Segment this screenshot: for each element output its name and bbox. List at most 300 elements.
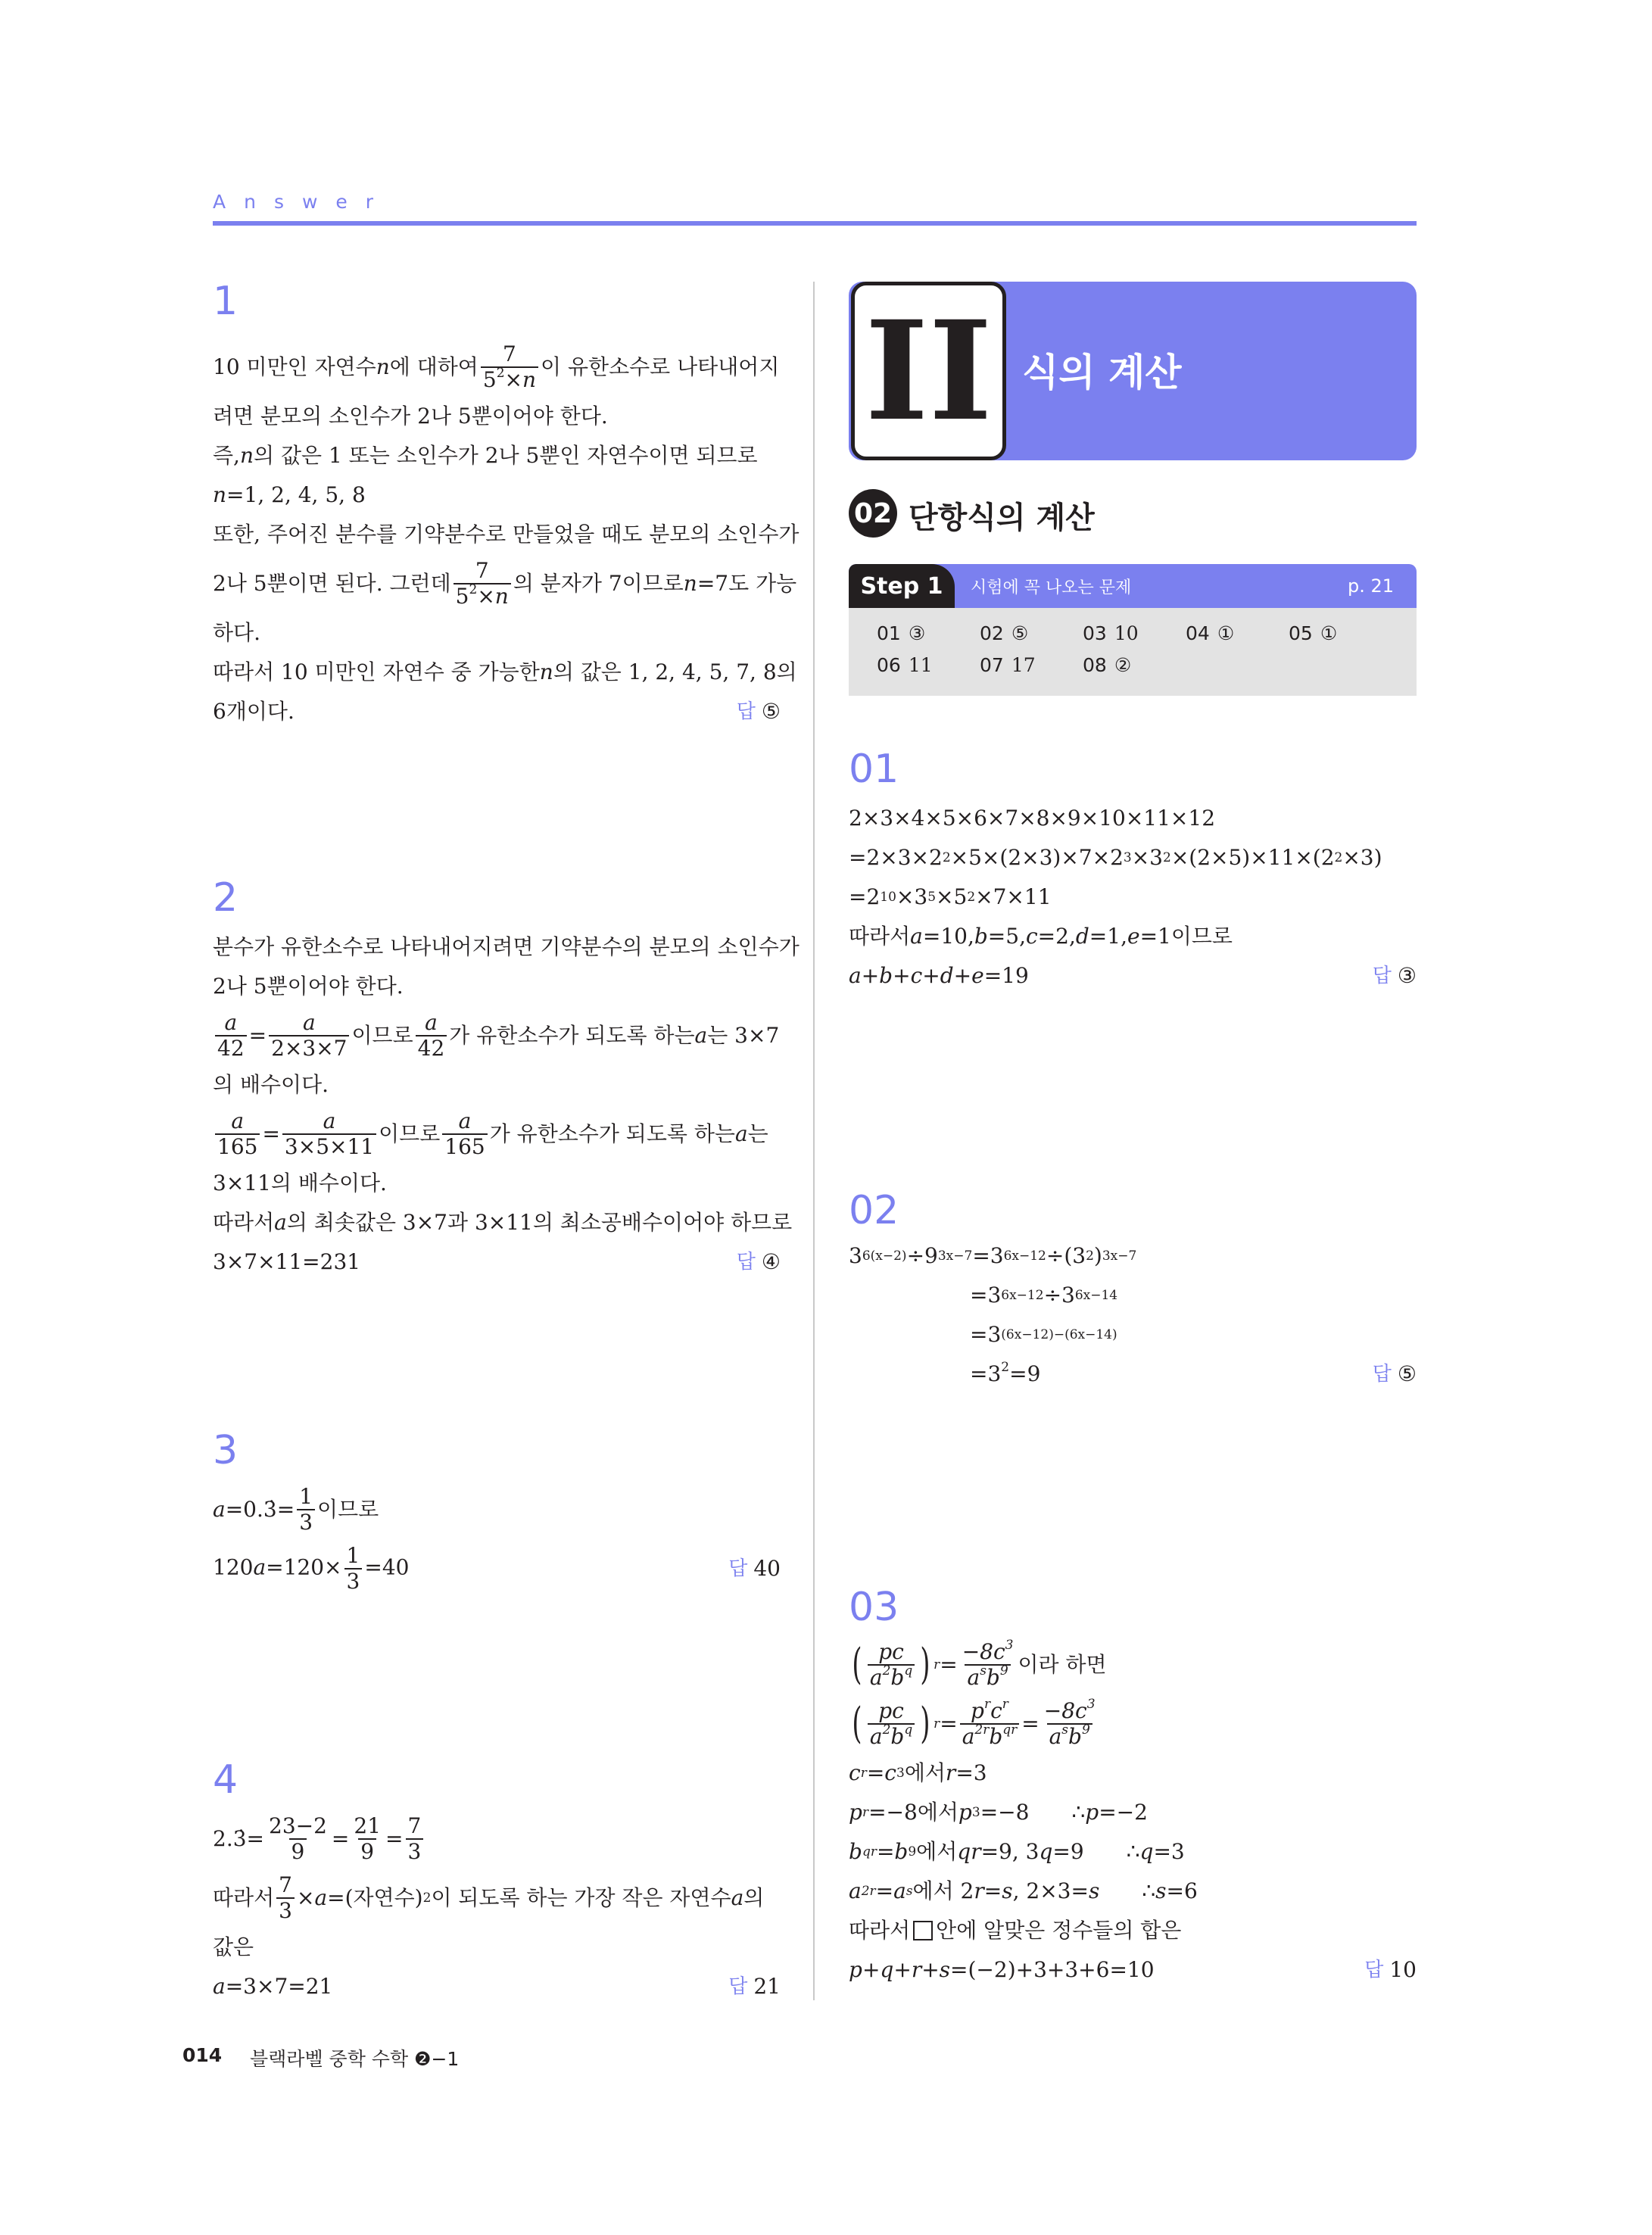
- t: 2: [469, 582, 478, 597]
- t: ×: [296, 1885, 315, 1910]
- t: 에서 2: [912, 1878, 974, 1903]
- t: =19: [983, 963, 1029, 988]
- numerator: 7: [475, 558, 489, 583]
- t: p: [958, 1800, 972, 1825]
- t: =a: [875, 1878, 906, 1903]
- question-number-03: 03: [849, 1585, 899, 1630]
- t: ÷(3: [1046, 1243, 1086, 1268]
- quick-answer: [1083, 654, 1131, 676]
- t: q: [1039, 1839, 1053, 1864]
- t: c: [849, 1760, 861, 1785]
- page-number: 014: [182, 2044, 223, 2066]
- t: ×(2×5)×11×(2: [1170, 845, 1335, 870]
- t: 5: [455, 584, 469, 609]
- t: 2: [496, 366, 505, 381]
- t: ×: [477, 584, 495, 609]
- solution-4: 2. 3̇ = $\frac{23-2}{9}$ = $\frac{21}{9}$ = $\frac{7}{3}$ 따라서 $\frac{7}{3}$ × a =(자연수) 2 이 되도록 하는 가장 작은 자연수 a 의 값은 a=3×7=21 답 21: [213, 1810, 781, 2006]
- t: p: [849, 1957, 862, 1982]
- t: 의 값은 1 또는 소인수가 2나 5뿐인 자연수이면 되므로: [254, 443, 758, 468]
- t: =2: [849, 884, 881, 909]
- text: 하다.: [213, 620, 260, 645]
- denominator: 2×3×7: [269, 1035, 349, 1061]
- answer-3: [728, 1549, 781, 1588]
- fraction: [351, 1814, 383, 1864]
- t: 이므로: [317, 1497, 379, 1522]
- t: =3: [1153, 1839, 1185, 1864]
- t: 9: [999, 1663, 1008, 1679]
- numerator: a: [302, 1010, 316, 1035]
- t: a: [962, 1724, 975, 1749]
- qnum: 04: [1186, 622, 1210, 644]
- fraction: [416, 1011, 447, 1061]
- qnum: 08: [1083, 654, 1107, 676]
- t: =120×: [266, 1554, 342, 1580]
- numerator: 7: [279, 1872, 292, 1897]
- qval: 17: [1011, 654, 1036, 676]
- t: =5,: [987, 924, 1026, 949]
- t: −8c: [1043, 1698, 1087, 1723]
- t: e: [1127, 924, 1140, 949]
- t: 2: [1001, 1360, 1010, 1375]
- t: 에서: [904, 1760, 946, 1785]
- numerator: a: [323, 1108, 336, 1133]
- quick-answers-box: [849, 608, 1417, 696]
- numerator: pc: [878, 1639, 904, 1664]
- chapter-numeral: II: [851, 282, 1006, 460]
- t: p: [849, 1800, 862, 1825]
- denominator: 3: [344, 1568, 363, 1594]
- numerator: a: [231, 1108, 245, 1133]
- t: r: [983, 1697, 991, 1712]
- qval: ⑤: [1011, 622, 1029, 644]
- section-title: 단항식의 계산: [909, 500, 1095, 535]
- problem-number-3: 3: [213, 1428, 238, 1473]
- text: 려면 분모의 소인수가 2나 5뿐이어야 한다.: [213, 404, 608, 429]
- denominator: [965, 1664, 1010, 1690]
- t: =: [246, 1826, 265, 1851]
- t: =−2: [1099, 1800, 1148, 1825]
- t: ×7×11: [975, 884, 1052, 909]
- step-tab: Step 1: [849, 564, 955, 608]
- qnum: 01: [877, 622, 901, 644]
- t: +: [862, 1957, 881, 1982]
- book-title: 블랙라벨 중학 수학 ❷−1: [250, 2048, 460, 2070]
- t: 가 유한소수가 되도록 하는: [449, 1023, 695, 1048]
- t: r: [974, 1878, 984, 1903]
- denominator: 42: [215, 1035, 247, 1061]
- solution-3: [213, 1480, 781, 1598]
- solution-1: [213, 338, 800, 731]
- text: 3×11의 배수이다.: [213, 1170, 387, 1195]
- t: 의 최솟값은 3×7과 3×11의 최소공배수이어야 하므로: [286, 1210, 793, 1235]
- t: =1이므로: [1139, 924, 1233, 949]
- t: a: [967, 1665, 980, 1690]
- numerator: a: [425, 1010, 438, 1035]
- t: qr: [957, 1839, 981, 1864]
- t: b: [1068, 1724, 1082, 1749]
- t: n: [539, 659, 553, 684]
- fraction: [960, 1699, 1020, 1749]
- t: 따라서: [213, 1885, 275, 1910]
- t: r: [911, 1957, 922, 1982]
- numerator: 7: [407, 1813, 422, 1838]
- t: =6: [1166, 1878, 1198, 1903]
- answer-label: 답: [736, 1251, 756, 1273]
- t: r: [945, 1760, 956, 1785]
- t: +: [921, 1957, 940, 1982]
- numerator: 7: [503, 341, 516, 366]
- t: =2×3×2: [849, 845, 943, 870]
- denominator: 165: [442, 1133, 487, 1159]
- t: +: [893, 963, 911, 988]
- t: 3: [1086, 1697, 1096, 1712]
- t: 따라서: [213, 1210, 275, 1235]
- fraction: [442, 1109, 487, 1159]
- t: ∴: [1071, 1800, 1086, 1825]
- denominator: [454, 583, 511, 609]
- solution-02: 3 6(x−2) ÷9 3x−7 =3 6x−12 ÷(3 2 ) 3x−7 =3 6x−12 ÷3 6x−14 =3 (6x−12)−(6x−14) $=3^2=9$ 답 ⑤: [849, 1236, 1417, 1394]
- t: s: [939, 1957, 951, 1982]
- denominator: [481, 366, 538, 392]
- answer-1: [737, 692, 781, 731]
- answer-label: 답: [1372, 1363, 1392, 1386]
- denominator: 3×5×11: [282, 1133, 376, 1159]
- t: ×5×(2×3)×7×2: [950, 845, 1124, 870]
- problem-number-2: 2: [213, 875, 238, 921]
- denominator: [960, 1723, 1020, 1749]
- t: ÷9: [906, 1243, 938, 1268]
- t: a: [849, 1878, 862, 1903]
- t: =3: [955, 1760, 987, 1785]
- answer-label: 답: [728, 1975, 748, 1998]
- t: =1, 2, 4, 5, 8: [226, 482, 366, 507]
- blank-box-icon: [913, 1921, 933, 1940]
- fraction: [481, 342, 538, 392]
- t: n: [213, 482, 227, 507]
- right-paren: ): [920, 1699, 930, 1748]
- t: ∴: [1126, 1839, 1140, 1864]
- t: =c: [866, 1760, 896, 1785]
- text: 값은: [213, 1934, 254, 1959]
- left-paren: (: [852, 1640, 862, 1689]
- t: 2: [882, 1722, 891, 1738]
- solution-2: [213, 927, 800, 1282]
- t: q: [1139, 1839, 1154, 1864]
- t: =(자연수): [327, 1885, 423, 1910]
- t: a: [731, 1885, 744, 1910]
- t: =2,: [1037, 924, 1076, 949]
- answer-02: [1373, 1354, 1417, 1394]
- t: 이므로: [351, 1023, 413, 1048]
- t: q: [904, 1663, 913, 1679]
- quick-answer: [980, 654, 1036, 676]
- answer-value: 10: [1389, 1957, 1417, 1982]
- header-rule: [213, 221, 1417, 226]
- t: 안에 알맞은 정수들의 합은: [936, 1918, 1182, 1943]
- denominator: [868, 1664, 915, 1690]
- numerator: a: [224, 1010, 238, 1035]
- t: 의: [743, 1885, 765, 1910]
- t: n: [683, 571, 697, 596]
- fraction: [276, 1873, 295, 1923]
- t: =3: [970, 1283, 1002, 1308]
- answer-value: ④: [761, 1249, 781, 1274]
- column-divider: [813, 282, 815, 2000]
- t: =7도 가능: [697, 571, 797, 596]
- t: ×3): [1342, 845, 1382, 870]
- qnum: 03: [1083, 622, 1107, 644]
- t: =: [262, 1121, 280, 1146]
- text: 10 미만인 자연수: [213, 354, 376, 379]
- t: s: [1061, 1722, 1068, 1738]
- numerator: pc: [878, 1698, 904, 1723]
- denominator: [1047, 1723, 1093, 1749]
- t: 2r: [974, 1722, 990, 1738]
- t: a: [694, 1023, 708, 1048]
- fraction: [215, 1011, 247, 1061]
- t: q: [880, 1957, 894, 1982]
- t: 3̇: [263, 1497, 277, 1522]
- t: p: [1085, 1800, 1099, 1825]
- fraction: [344, 1544, 363, 1594]
- t: +: [861, 963, 880, 988]
- header-label: Answer: [213, 191, 392, 213]
- denominator: 3: [276, 1897, 295, 1923]
- answer-value: 21: [753, 1974, 781, 1999]
- answer-value: ⑤: [1397, 1361, 1417, 1386]
- left-paren: (: [852, 1699, 862, 1748]
- numerator: a: [458, 1108, 472, 1133]
- t: b: [986, 1665, 1000, 1690]
- text: 2×3×4×5×6×7×8×9×10×11×12: [849, 806, 1216, 831]
- t: ×3: [896, 884, 928, 909]
- t: c: [990, 1698, 1002, 1723]
- t: d: [940, 963, 954, 988]
- t: =10,: [922, 924, 974, 949]
- t: =0.: [225, 1497, 263, 1522]
- fraction: [406, 1814, 424, 1864]
- t: q: [904, 1722, 913, 1738]
- t: a: [274, 1210, 287, 1235]
- t: =: [331, 1826, 350, 1851]
- answer-label: 답: [728, 1557, 748, 1580]
- t: qr: [1002, 1722, 1018, 1738]
- t: ÷3: [1043, 1283, 1075, 1308]
- denominator: [868, 1723, 915, 1749]
- t: n: [522, 367, 537, 392]
- qval: ①: [1217, 622, 1235, 644]
- denominator: 3: [406, 1838, 424, 1864]
- t: 9: [1081, 1722, 1090, 1738]
- t: a: [314, 1885, 328, 1910]
- t: a: [849, 963, 862, 988]
- qnum: 02: [980, 622, 1004, 644]
- t: ×: [504, 367, 522, 392]
- fraction: [297, 1485, 315, 1535]
- t: =: [276, 1497, 295, 1522]
- t: c: [910, 963, 923, 988]
- answer-03: [1364, 1950, 1417, 1990]
- t: c: [1025, 924, 1038, 949]
- text: 분수가 유한소수로 나타내어지려면 기약분수의 분모의 소인수가: [213, 934, 800, 959]
- chapter-title: 식의 계산: [1022, 351, 1182, 394]
- denominator: 9: [289, 1838, 307, 1864]
- solution-01: 2×3×4×5×6×7×8×9×10×11×12 =2×3×2 2 ×5×(2×3)×7×2 3 ×3 2 ×(2×5)×11×(2 2 ×3) =2 10 ×3 5 ×5 2 ×7×11 따라서 a =10, b =5, c =2, d =1, e =1이므로 a+b+c+d+e=19 답 ③: [849, 799, 1417, 996]
- t: n: [494, 584, 509, 609]
- denominator: 165: [215, 1133, 260, 1159]
- step-page-ref: p. 21: [1348, 575, 1395, 597]
- t: 에서: [916, 1839, 958, 1864]
- t: a: [869, 1724, 883, 1749]
- t: =9, 3: [980, 1839, 1040, 1864]
- t: ×5: [936, 884, 968, 909]
- text: 의 배수이다.: [213, 1072, 329, 1097]
- fraction: [868, 1699, 915, 1749]
- numerator: [960, 1640, 1016, 1664]
- t: a: [869, 1665, 883, 1690]
- t: b: [849, 1839, 862, 1864]
- qval: ③: [908, 622, 926, 644]
- fraction: [1042, 1699, 1098, 1749]
- t: r: [1002, 1697, 1008, 1712]
- text: 에 대하여: [389, 354, 478, 379]
- t: +: [893, 1957, 912, 1982]
- t: 3: [849, 1243, 862, 1268]
- t: a: [213, 1497, 226, 1522]
- t: 5: [482, 367, 497, 392]
- qval: ①: [1320, 622, 1338, 644]
- t: 는 3×7: [707, 1023, 780, 1048]
- t: =: [1021, 1711, 1040, 1736]
- t: =: [385, 1826, 404, 1851]
- question-number-02: 02: [849, 1188, 899, 1233]
- fraction: [269, 1011, 349, 1061]
- t: −8c: [962, 1639, 1005, 1664]
- t: =(−2)+3+3+6=10: [950, 1957, 1155, 1982]
- answer-01: [1373, 956, 1417, 996]
- fraction: [215, 1109, 260, 1159]
- t: =1,: [1089, 924, 1127, 949]
- t: 3̇: [232, 1826, 247, 1851]
- t: 이므로: [379, 1121, 441, 1146]
- text: 2나 5뿐이어야 한다.: [213, 974, 404, 999]
- answer-value: ⑤: [761, 699, 781, 724]
- t: =3: [970, 1361, 1002, 1386]
- qval: ②: [1114, 654, 1132, 676]
- qnum: 06: [877, 654, 901, 676]
- right-paren: ): [920, 1640, 930, 1689]
- t: =3: [970, 1322, 1002, 1347]
- t: =−8에서: [868, 1800, 958, 1825]
- question-number-01: 01: [849, 747, 899, 792]
- numerator: [1042, 1699, 1098, 1723]
- problem-number-1: 1: [213, 279, 238, 324]
- denominator: 42: [416, 1035, 447, 1061]
- t: ): [1093, 1243, 1102, 1268]
- t: =9: [1009, 1361, 1041, 1386]
- numerator: [968, 1699, 1011, 1723]
- t: =b: [876, 1839, 909, 1864]
- t: s: [1155, 1878, 1167, 1903]
- answer-value: 40: [753, 1556, 781, 1581]
- t: =−8: [980, 1800, 1030, 1825]
- quick-answer: [877, 654, 933, 676]
- fraction: [960, 1640, 1016, 1690]
- t: 는: [747, 1121, 768, 1146]
- denominator: 9: [358, 1838, 376, 1864]
- t: a: [213, 1974, 226, 1999]
- answer-label: 답: [1364, 1959, 1384, 1981]
- t: 의 분자가 7이므로: [513, 571, 684, 596]
- t: 이 되도록 하는 가장 작은 자연수: [431, 1885, 731, 1910]
- t: b: [879, 963, 893, 988]
- answer-value: ③: [1397, 963, 1417, 988]
- solution-03: ( $\frac{pc}{a^2b^q}$ ) r = $\frac{-8c^3}{a^sb^9}$ 이라 하면 ( $\frac{pc}{a^2b^q}$ ) r = $\frac{p^rc^r}{a^{2r}b^{qr}}$ = $\frac{-8c^3}{a^sb^9}$ c r =c 3 에서 r =3 p r =−8에서 p 3 =−8 ∴ p =−2 b qr =b 9 에서 qr =9, 3 q =9 ∴ q =3 a 2r =a s 에서 2 r = s , 2×3= s ∴ s =6 따라서 안에 알맞은 정수들의 합은 p+q+r+s=(−2)+3+3+6=10 답 10: [849, 1635, 1417, 1990]
- t: d: [1075, 924, 1089, 949]
- t: e: [971, 963, 984, 988]
- t: a: [910, 924, 923, 949]
- t: =3: [972, 1243, 1004, 1268]
- step-title: 시험에 꼭 나오는 문제: [971, 578, 1132, 597]
- t: p: [971, 1698, 984, 1723]
- fraction: [282, 1109, 376, 1159]
- qval: 11: [908, 654, 933, 676]
- t: a: [1049, 1724, 1062, 1749]
- text: 이 유한소수로 나타내어지: [541, 354, 780, 379]
- fraction: [868, 1640, 915, 1690]
- t: =9: [1052, 1839, 1084, 1864]
- t: 따라서 10 미만인 자연수 중 가능한: [213, 659, 540, 684]
- answer-label: 답: [736, 700, 756, 723]
- t: 2나 5뿐이면 된다. 그런데: [213, 571, 451, 596]
- t: 2.: [213, 1826, 233, 1851]
- var: n: [376, 354, 390, 379]
- numerator: 21: [354, 1813, 382, 1838]
- t: =: [248, 1023, 267, 1048]
- numerator: 1: [346, 1543, 360, 1568]
- t: b: [890, 1665, 905, 1690]
- quick-answer: [877, 622, 925, 644]
- t: b: [974, 924, 988, 949]
- answer-label: 답: [1372, 965, 1392, 987]
- text: 또한, 주어진 분수를 기약분수로 만들었을 때도 분모의 소인수가: [213, 522, 800, 547]
- t: b: [890, 1724, 905, 1749]
- t: =40: [364, 1554, 410, 1580]
- t: =3×7=21: [225, 1974, 333, 1999]
- t: ×3: [1131, 845, 1163, 870]
- t: 3: [1005, 1638, 1014, 1653]
- t: 120: [213, 1554, 254, 1580]
- t: 따라서: [849, 924, 911, 949]
- answer-2: [737, 1242, 781, 1282]
- t: s: [1088, 1878, 1100, 1903]
- t: +: [922, 963, 940, 988]
- t: 3×7×11=231: [213, 1249, 361, 1274]
- t: a: [253, 1554, 267, 1580]
- t: s: [1002, 1878, 1013, 1903]
- fraction: [454, 559, 511, 609]
- t: ∴: [1142, 1878, 1156, 1903]
- t: 이라 하면: [1018, 1652, 1107, 1677]
- t: 6개이다.: [213, 699, 295, 724]
- quick-answer: [980, 622, 1028, 644]
- t: a: [734, 1121, 748, 1146]
- section-number: 02: [849, 489, 897, 538]
- t: n: [239, 443, 254, 468]
- t: 따라서: [849, 1918, 911, 1943]
- answer-4: [728, 1967, 781, 2006]
- t: 즉,: [213, 443, 240, 468]
